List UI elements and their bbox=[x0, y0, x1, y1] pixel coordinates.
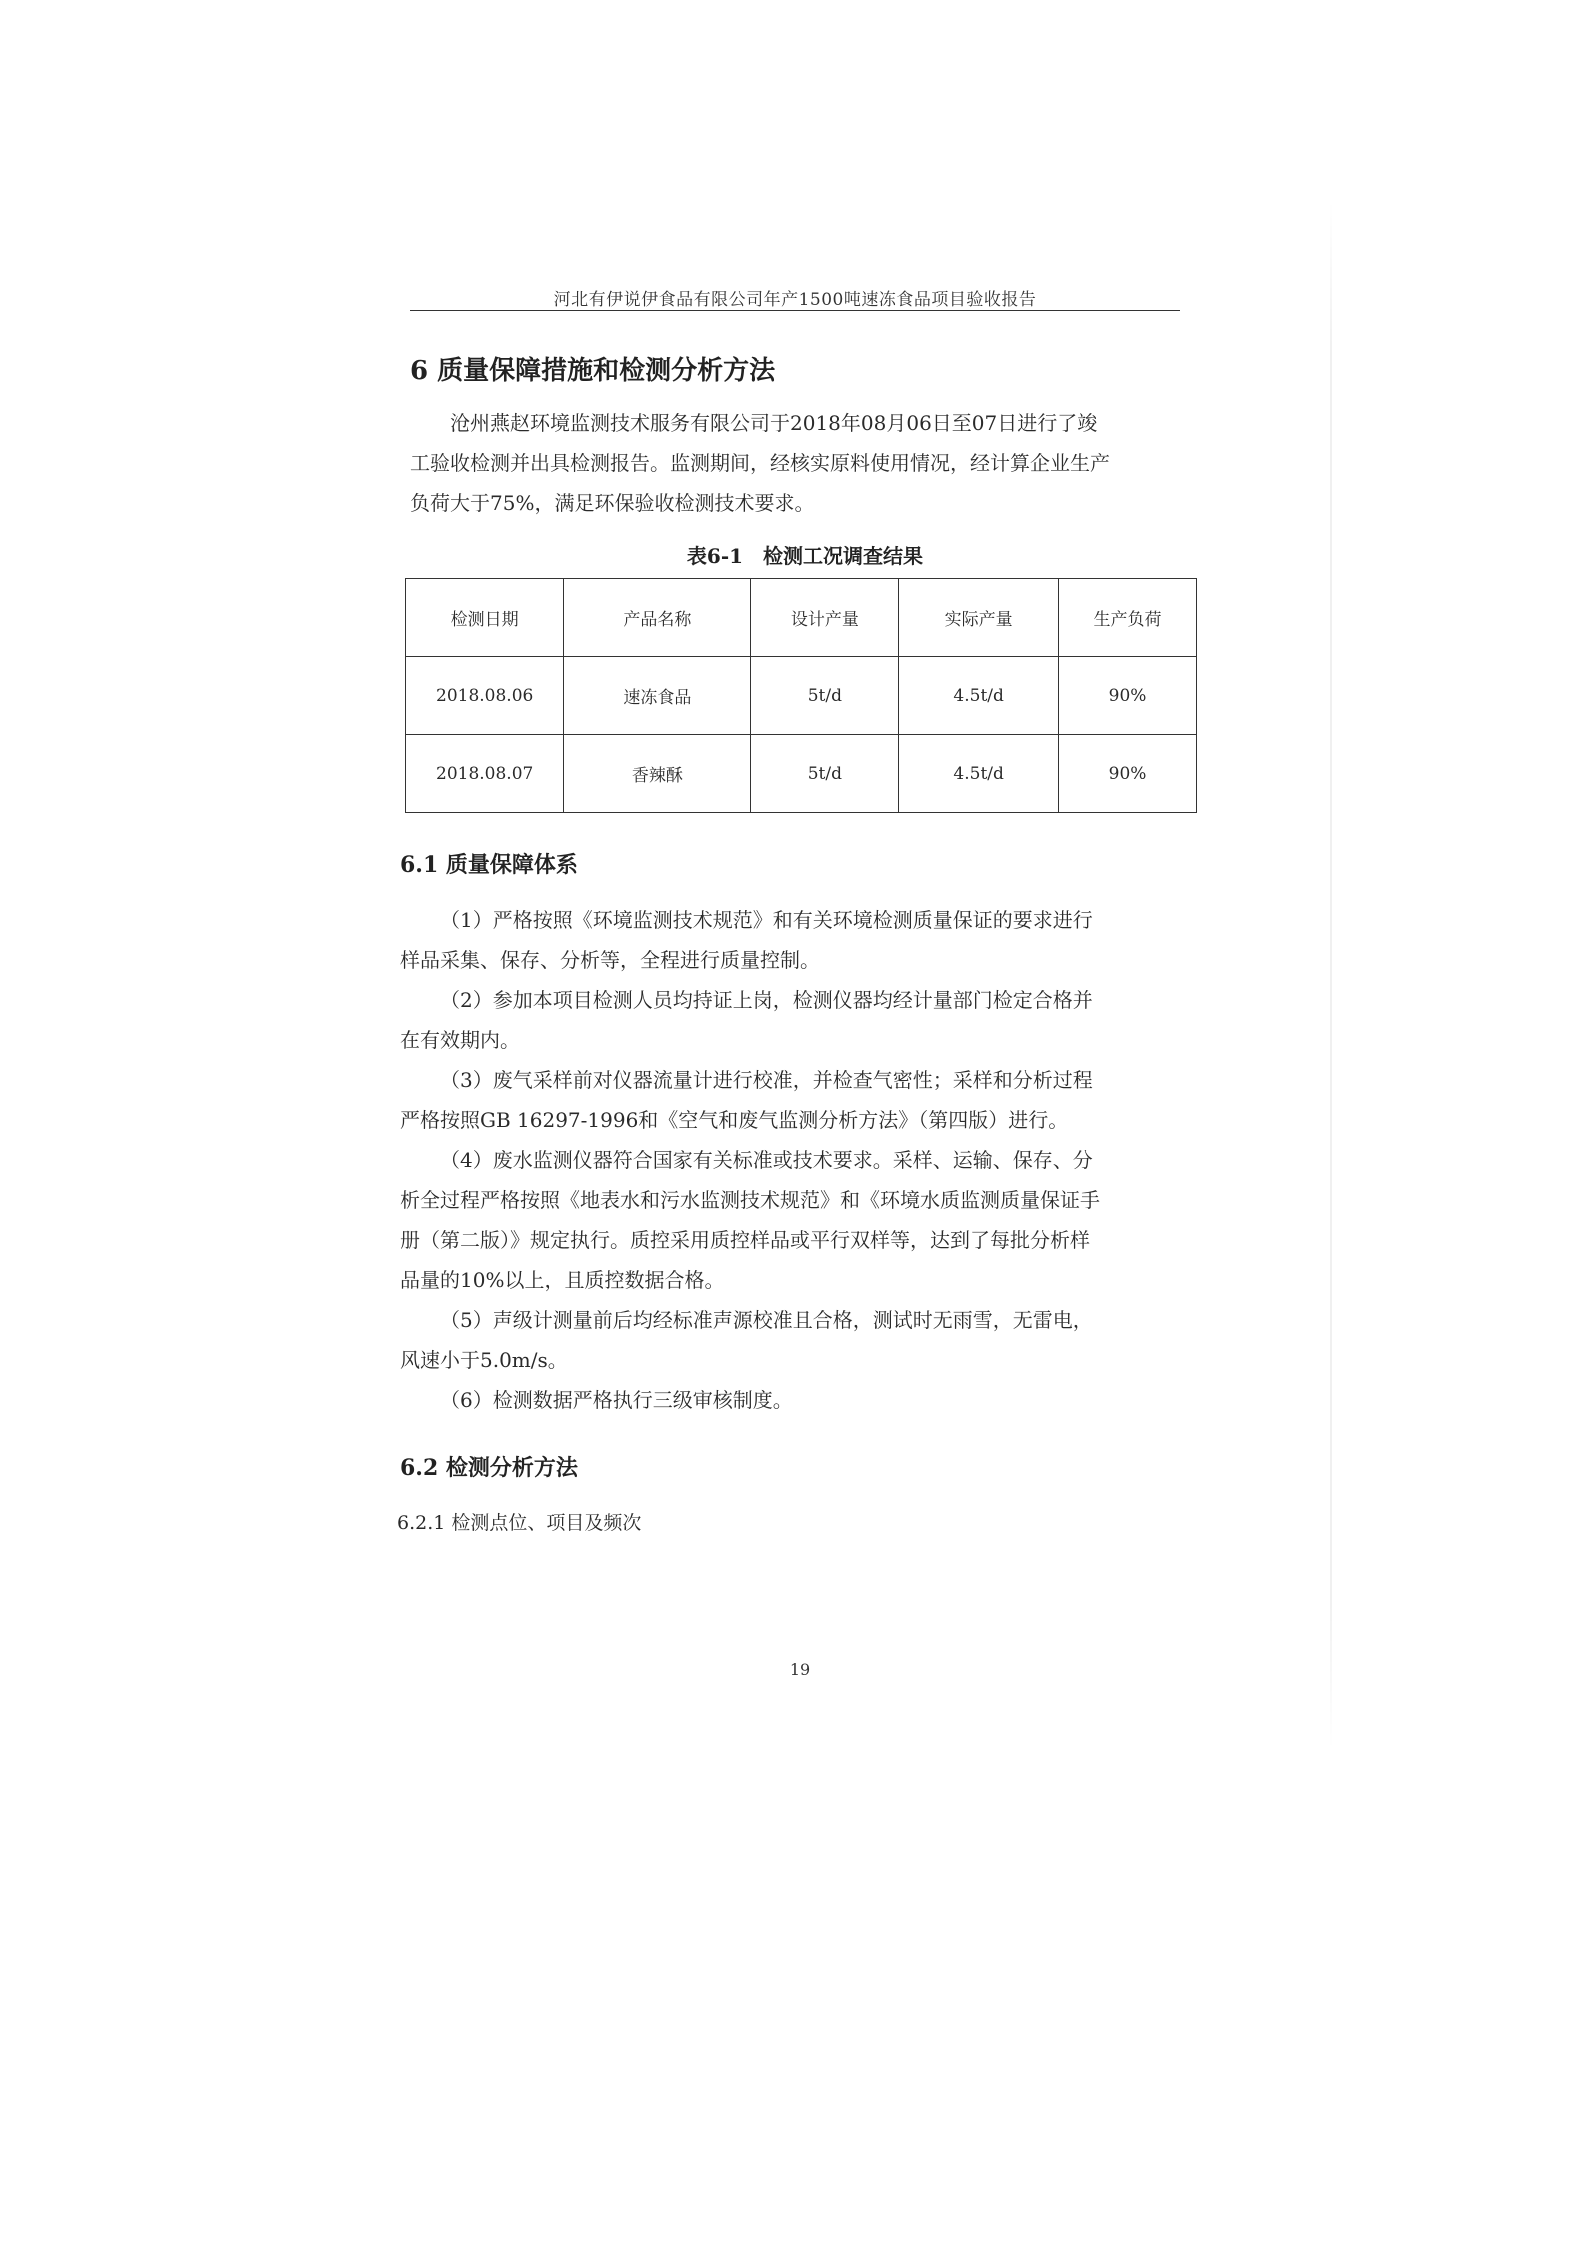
cell-actual-output: 4.5t/d bbox=[899, 657, 1059, 735]
quality-line: 在有效期内。 bbox=[400, 1028, 520, 1052]
results-table bbox=[405, 578, 1197, 813]
quality-line: （2）参加本项目检测人员均持证上岗，检测仪器均经计量部门检定合格并 bbox=[440, 988, 1093, 1012]
table-caption: 表6-1 检测工况调查结果 bbox=[686, 544, 924, 568]
running-header: 河北有伊说伊食品有限公司年产1500吨速冻食品项目验收报告 bbox=[553, 290, 1037, 310]
header-cell-actual-output: 实际产量 bbox=[899, 579, 1059, 657]
header-cell-date: 检测日期 bbox=[406, 579, 564, 657]
quality-line: 样品采集、保存、分析等，全程进行质量控制。 bbox=[400, 948, 820, 972]
cell-design-output: 5t/d bbox=[751, 657, 899, 735]
cell-load: 90% bbox=[1059, 735, 1197, 813]
table-row bbox=[406, 735, 1197, 813]
header-rule bbox=[410, 310, 1180, 311]
header-cell-design-output: 设计产量 bbox=[751, 579, 899, 657]
cell-date: 2018.08.06 bbox=[406, 657, 564, 735]
header-cell-product: 产品名称 bbox=[564, 579, 751, 657]
table-header-row bbox=[406, 579, 1197, 657]
quality-line: （3）废气采样前对仪器流量计进行校准，并检查气密性；采样和分析过程 bbox=[440, 1068, 1093, 1092]
quality-line: （4）废水监测仪器符合国家有关标准或技术要求。采样、运输、保存、分 bbox=[440, 1148, 1093, 1172]
table-row bbox=[406, 657, 1197, 735]
quality-line: （6）检测数据严格执行三级审核制度。 bbox=[440, 1388, 793, 1412]
intro-paragraph bbox=[410, 403, 1180, 523]
section-title: 6 质量保障措施和检测分析方法 bbox=[410, 356, 776, 386]
quality-line: 册（第二版）》规定执行。质控采用质控样品或平行双样等，达到了每批分析样 bbox=[400, 1228, 1090, 1252]
intro-line: 沧州燕赵环境监测技术服务有限公司于2018年08月06日至07日进行了竣 bbox=[450, 411, 1098, 435]
subsubsection-title: 6.2.1 检测点位、项目及频次 bbox=[397, 1512, 642, 1534]
header-cell-load: 生产负荷 bbox=[1059, 579, 1197, 657]
cell-actual-output: 4.5t/d bbox=[899, 735, 1059, 813]
subsection-title-analysis-methods: 6.2 检测分析方法 bbox=[400, 1455, 578, 1481]
cell-design-output: 5t/d bbox=[751, 735, 899, 813]
cell-load: 90% bbox=[1059, 657, 1197, 735]
quality-line: 风速小于5.0m/s。 bbox=[400, 1348, 568, 1372]
cell-date: 2018.08.07 bbox=[406, 735, 564, 813]
intro-line: 负荷大于75%，满足环保验收检测技术要求。 bbox=[410, 491, 815, 515]
intro-line: 工验收检测并出具检测报告。监测期间，经核实原料使用情况，经计算企业生产 bbox=[410, 451, 1110, 475]
quality-line: （5）声级计测量前后均经标准声源校准且合格，测试时无雨雪，无雷电， bbox=[440, 1308, 1093, 1332]
quality-line: （1）严格按照《环境监测技术规范》和有关环境检测质量保证的要求进行 bbox=[440, 908, 1093, 932]
cell-product: 香辣酥 bbox=[564, 735, 751, 813]
quality-assurance-list bbox=[400, 900, 1180, 1420]
quality-line: 品量的10%以上，且质控数据合格。 bbox=[400, 1268, 725, 1292]
cell-product: 速冻食品 bbox=[564, 657, 751, 735]
scan-edge-shadow bbox=[1330, 200, 1332, 1750]
subsection-title-quality-assurance: 6.1 质量保障体系 bbox=[400, 852, 578, 878]
quality-line: 析全过程严格按照《地表水和污水监测技术规范》和《环境水质监测质量保证手 bbox=[400, 1188, 1100, 1212]
page-number: 19 bbox=[789, 1660, 811, 1679]
quality-line: 严格按照GB 16297-1996和《空气和废气监测分析方法》（第四版）进行。 bbox=[400, 1108, 1069, 1132]
